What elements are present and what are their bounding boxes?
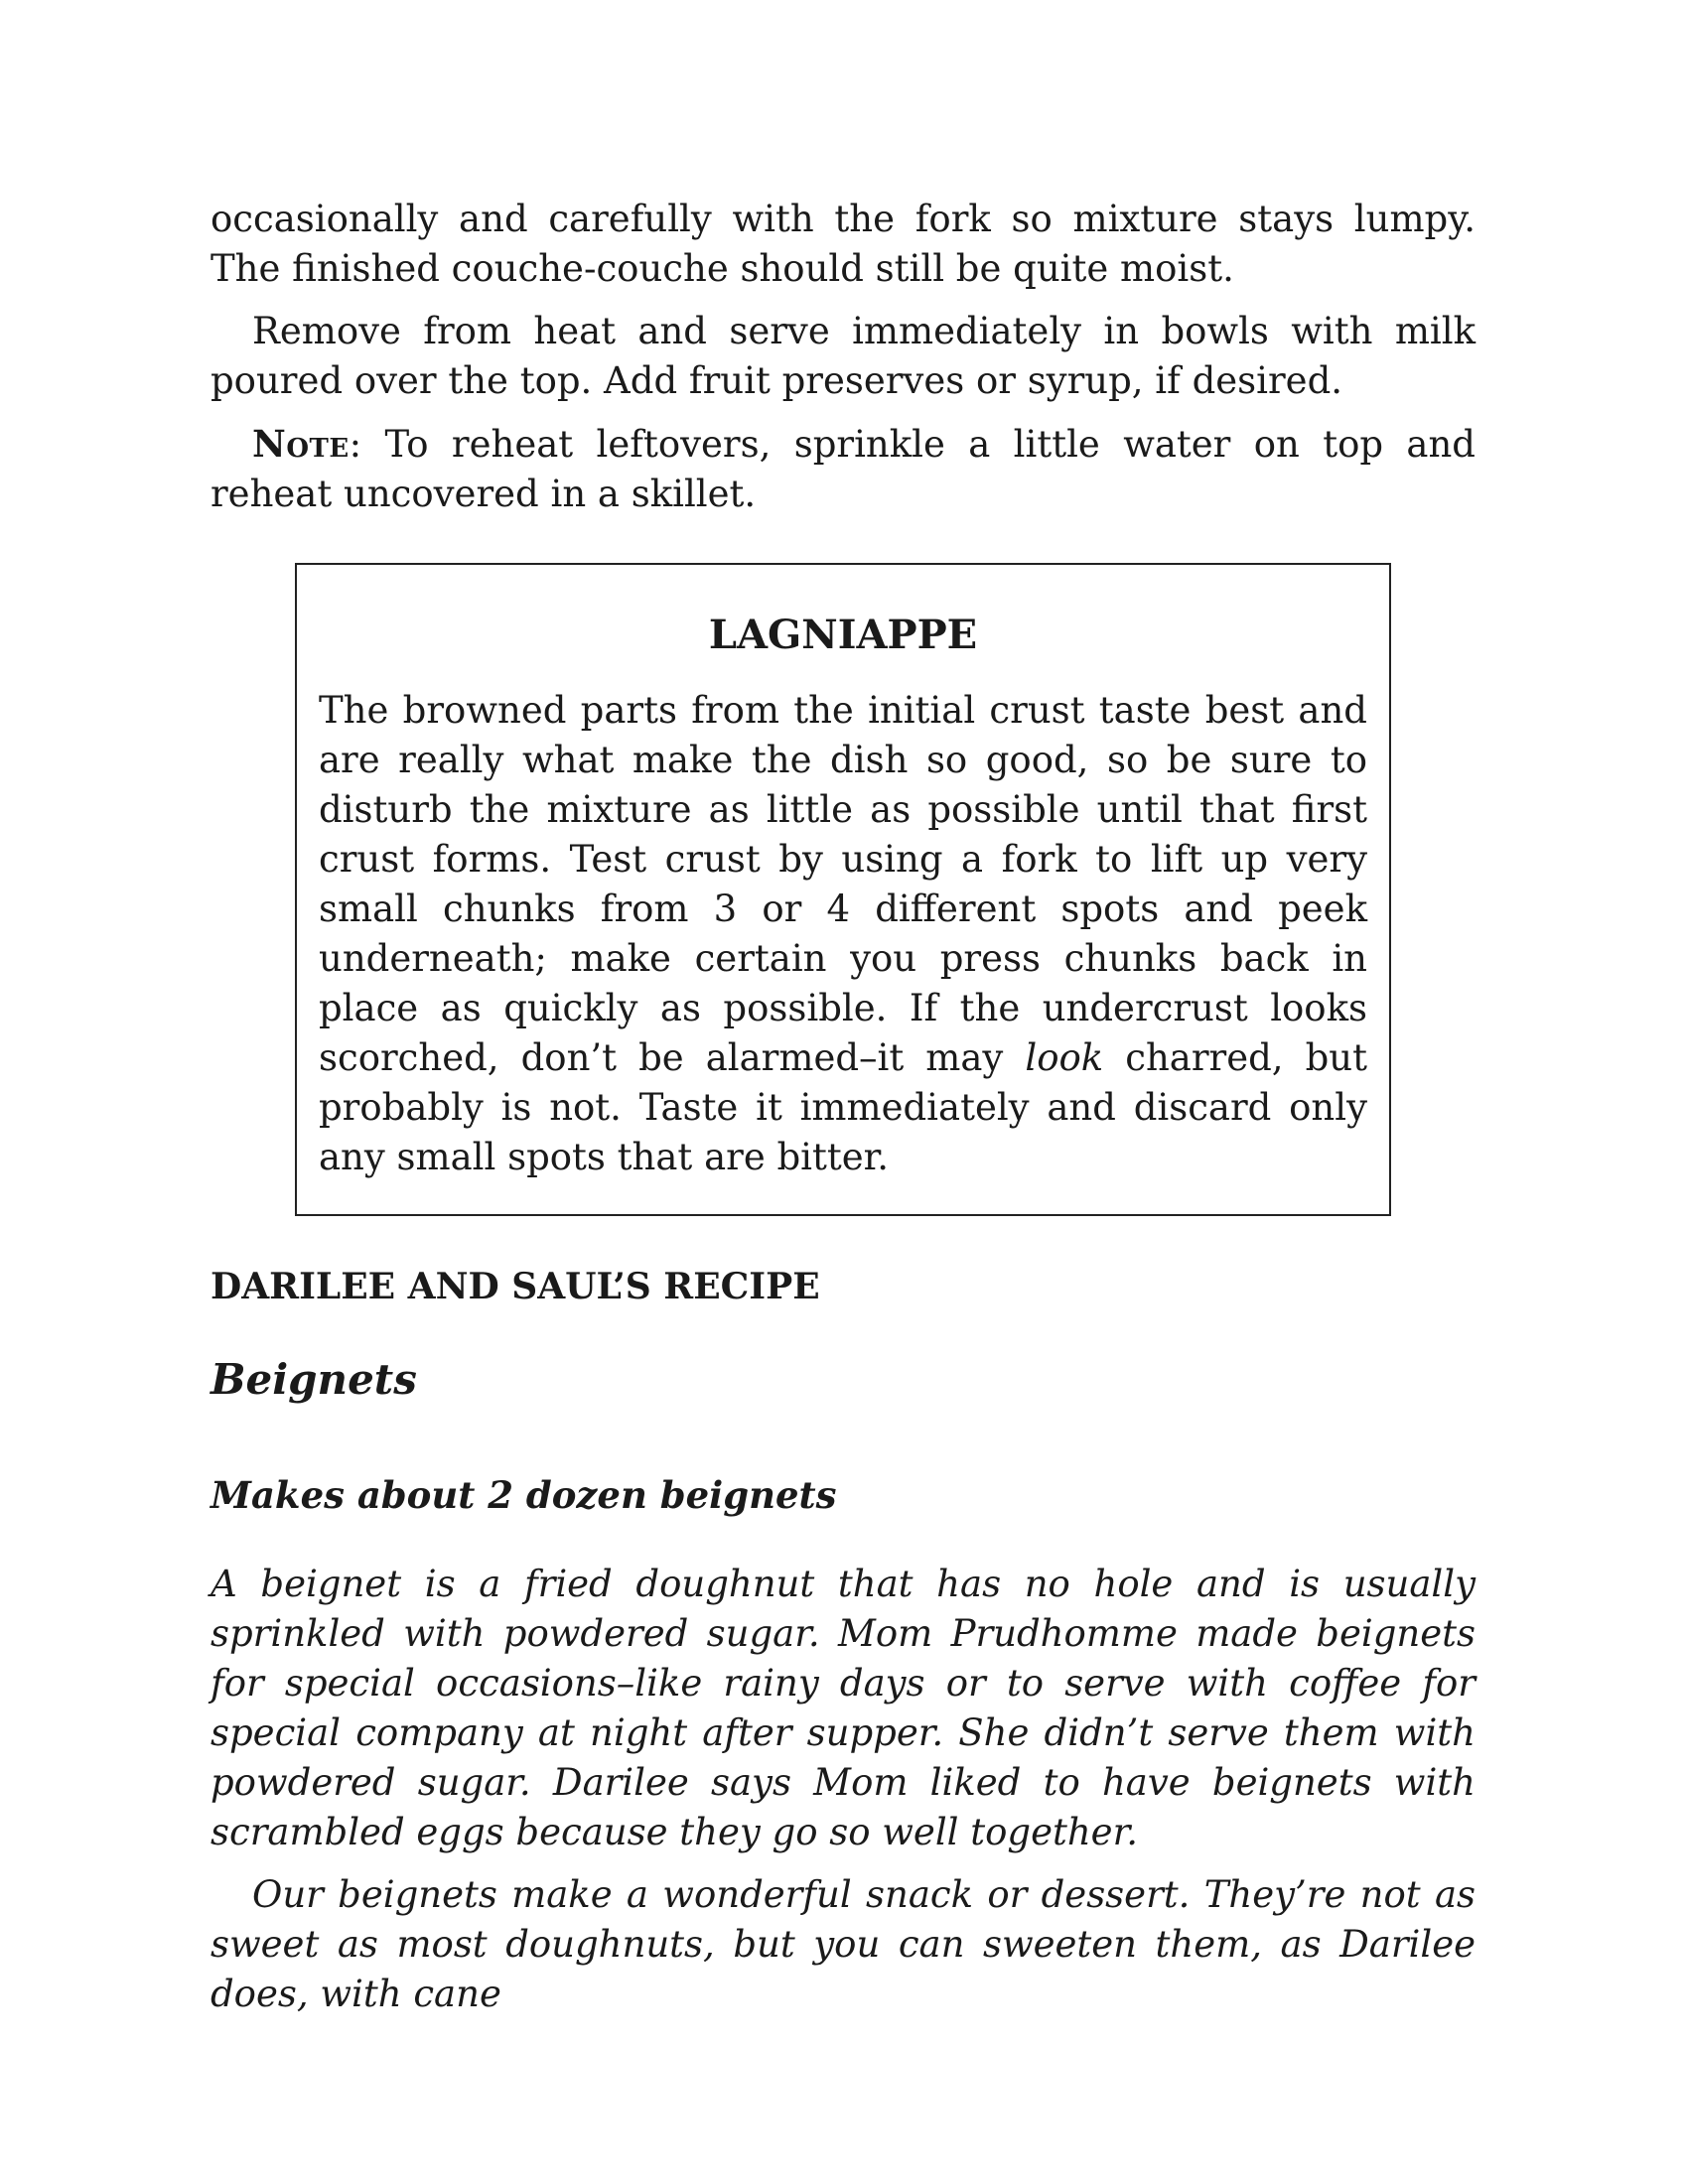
lagniappe-title: LAGNIAPPE	[708, 612, 978, 658]
lagniappe-box	[295, 563, 1391, 1216]
recipe-title: Beignets	[211, 1355, 417, 1404]
note-paragraph	[211, 419, 1476, 519]
paragraph-moisture: occasionally and carefully with the fork so mixture stays lumpy. The finished couche-couche should still be quite moist.	[211, 198, 1476, 290]
paragraph-serve: Remove from heat and serve immediately in bowls with milk poured over the top. Add fruit preserves or syrup, if desired.	[211, 310, 1476, 402]
recipe-intro: A beignet is a fried doughnut that has no hole and is usually sprinkled with powdered sugar. Mom Prudhomme made beignets for special occasions–like rainy days or to serve with coffee for special company at night after supper. She didn’t serve them with powdered sugar. Darilee says Mom liked to have beignets with scrambled eggs because they go so well together.	[211, 1563, 1476, 1853]
lagniappe-text	[319, 686, 1367, 1182]
lagniappe-emphasis: look	[1025, 1036, 1104, 1079]
lagniappe-text-after: charred, but probably is not. Taste it immediately and discard only any small spots that are bitter.	[319, 1036, 1367, 1178]
recipe-yield: Makes about 2 dozen beignets	[211, 1473, 837, 1517]
note-text: : To reheat leftovers, sprinkle a little water on top and reheat uncovered in a skillet.	[211, 423, 1476, 515]
lagniappe-text-before: The browned parts from the initial crust taste best and are really what make the dish so good, so be sure to disturb the mixture as little as possible until that first crust forms. Test crust by using a fork to lift up very small chunks from 3 or 4 different spots and peek underneath; make certain you press chunks back in place as quickly as possible. If the undercrust looks scorched, don’t be alarmed–it may	[319, 689, 1367, 1079]
note-label: Note	[252, 422, 350, 466]
recipe-heading: DARILEE AND SAUL’S RECIPE	[211, 1266, 820, 1307]
page-body	[211, 195, 1476, 2019]
recipe-intro-continued: Our beignets make a wonderful snack or dessert. They’re not as sweet as most doughnuts, but you can sweeten them, as Darilee does, with cane	[211, 1873, 1476, 2015]
